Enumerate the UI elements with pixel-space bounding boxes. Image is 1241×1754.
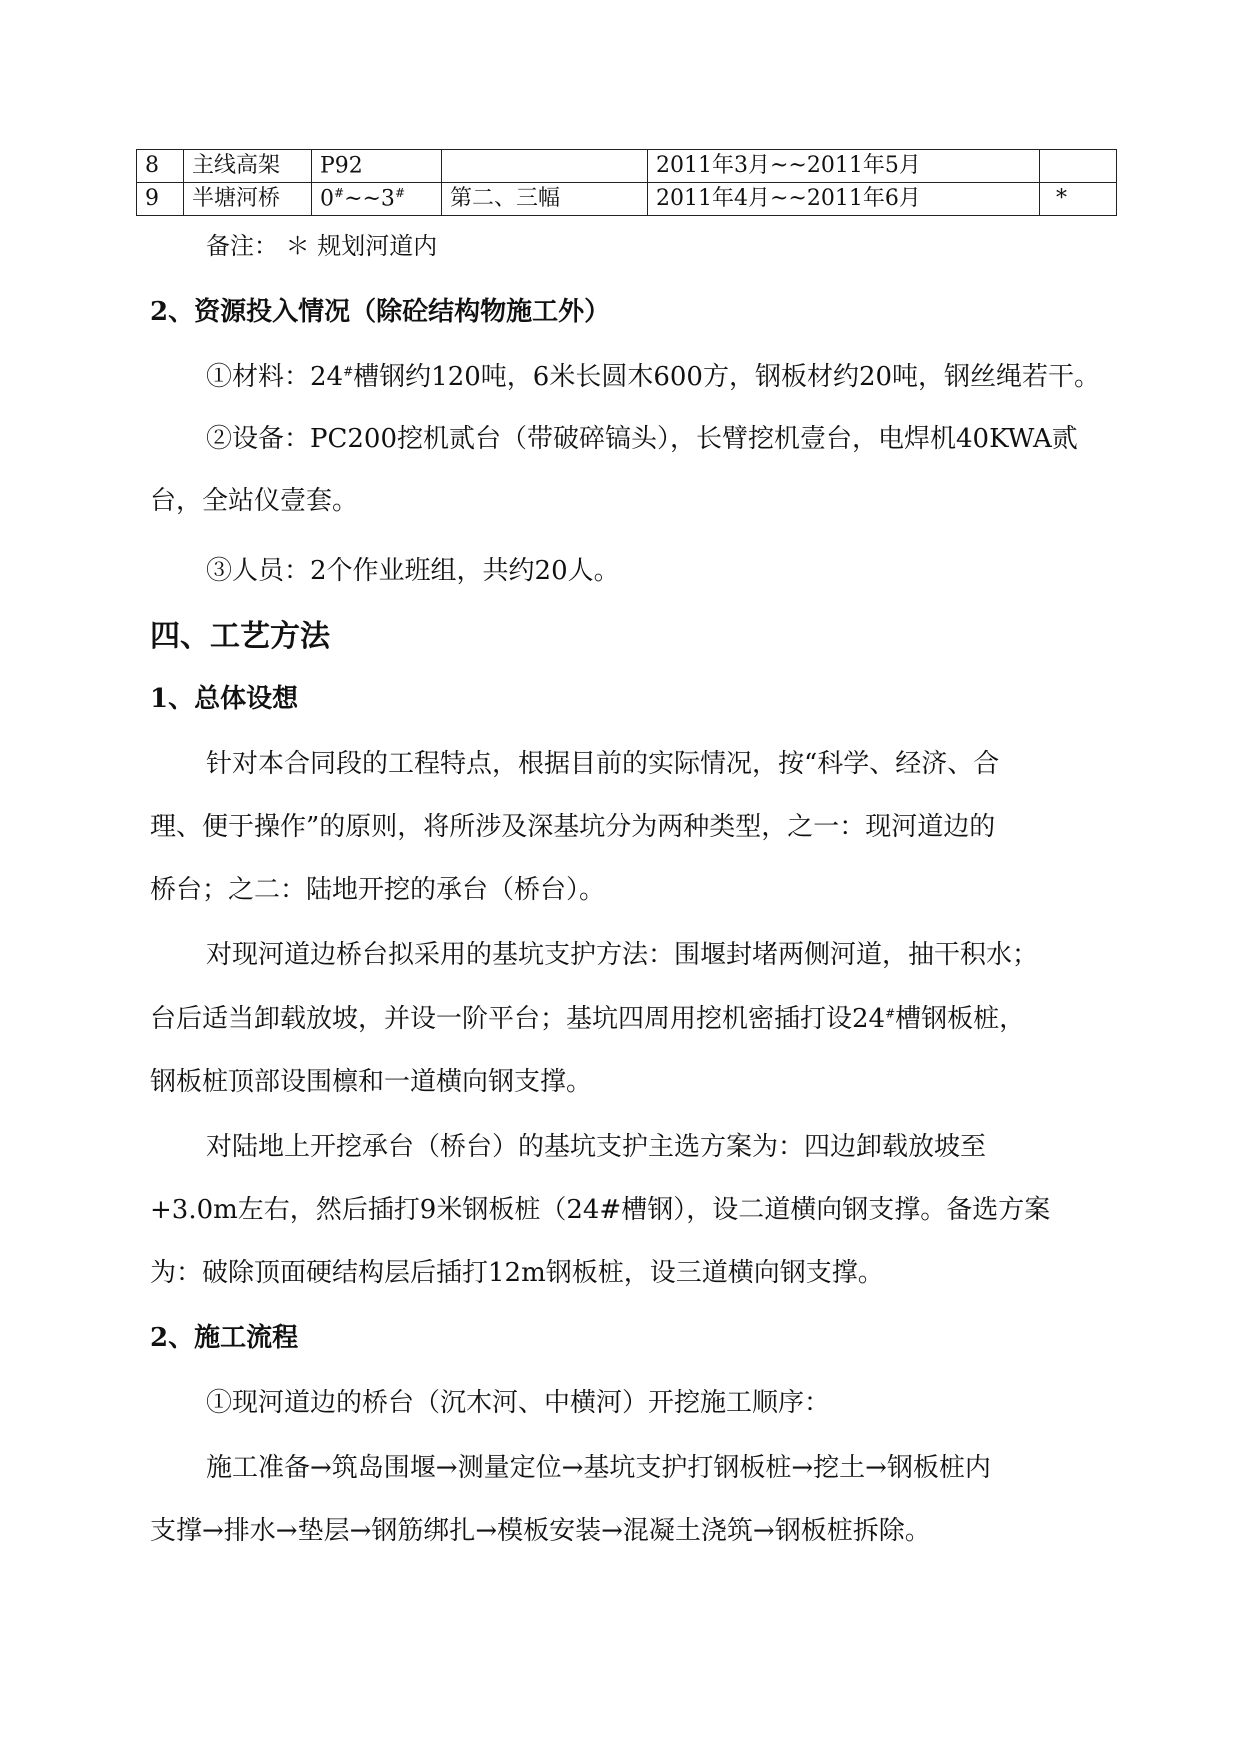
paragraph-line: +3.0m左右，然后插打9米钢板桩（24#槽钢），设二道横向钢支撑。备选方案 xyxy=(150,1195,1051,1225)
section-cell xyxy=(442,150,648,183)
period-cell: 2011年4月~~2011年6月 xyxy=(648,183,1040,216)
equipment-line-2: 台，全站仪壹套。 xyxy=(150,486,359,516)
mark-cell: * xyxy=(1040,183,1117,216)
materials-line: ①材料：24#槽钢约120吨，6米长圆木600方，钢板材约20吨，钢丝绳若干。 xyxy=(206,362,1101,392)
period-cell: 2011年3月~~2011年5月 xyxy=(648,150,1040,183)
schedule-table xyxy=(136,149,1117,216)
flow-line: 支撑→排水→垫层→钢筋绑扎→模板安装→混凝土浇筑→钢板桩拆除。 xyxy=(150,1516,931,1546)
table-note: 备注： ＊ 规划河道内 xyxy=(206,232,438,260)
personnel-line: ③人员：2个作业班组，共约20人。 xyxy=(206,556,620,586)
paragraph-line: 桥台；之二：陆地开挖的承台（桥台）。 xyxy=(150,875,606,905)
mark-cell xyxy=(1040,150,1117,183)
structure-name: 半塘河桥 xyxy=(184,183,312,216)
process-item-title: ①现河道边的桥台（沉木河、中横河）开挖施工顺序： xyxy=(206,1388,831,1418)
section-heading-resources: 2、资源投入情况（除砼结构物施工外） xyxy=(150,297,611,327)
paragraph-line: 钢板桩顶部设围檩和一道横向钢支撑。 xyxy=(150,1067,593,1097)
table-row xyxy=(137,183,1117,216)
paragraph-line: 对现河道边桥台拟采用的基坑支护方法：围堰封堵两侧河道，抽干积水； xyxy=(206,940,1039,970)
table-row xyxy=(137,150,1117,183)
paragraph-line: 针对本合同段的工程特点，根据目前的实际情况，按“科学、经济、合 xyxy=(206,749,1000,779)
pier-range: P92 xyxy=(312,150,442,183)
pier-range: 0#~~3# xyxy=(312,183,442,216)
row-number: 9 xyxy=(137,183,184,216)
paragraph-line: 为：破除顶面硬结构层后插打12m钢板桩，设三道横向钢支撑。 xyxy=(150,1258,884,1288)
section-heading-overall: 1、总体设想 xyxy=(150,684,299,714)
paragraph-line: 对陆地上开挖承台（桥台）的基坑支护主选方案为：四边卸载放坡至 xyxy=(206,1132,987,1162)
paragraph-line: 理、便于操作”的原则，将所涉及深基坑分为两种类型，之一：现河道边的 xyxy=(150,812,996,842)
row-number: 8 xyxy=(137,150,184,183)
paragraph-line: 台后适当卸载放坡，并设一阶平台；基坑四周用挖机密插打设24#槽钢板桩， xyxy=(150,1004,1026,1034)
chapter-heading: 四、工艺方法 xyxy=(150,619,330,654)
section-cell: 第二、三幅 xyxy=(442,183,648,216)
equipment-line-1: ②设备：PC200挖机贰台（带破碎镐头），长臂挖机壹台，电焊机40KWA贰 xyxy=(206,424,1078,454)
section-heading-process: 2、施工流程 xyxy=(150,1323,299,1353)
structure-name: 主线高架 xyxy=(184,150,312,183)
flow-line: 施工准备→筑岛围堰→测量定位→基坑支护打钢板桩→挖土→钢板桩内 xyxy=(206,1453,991,1483)
